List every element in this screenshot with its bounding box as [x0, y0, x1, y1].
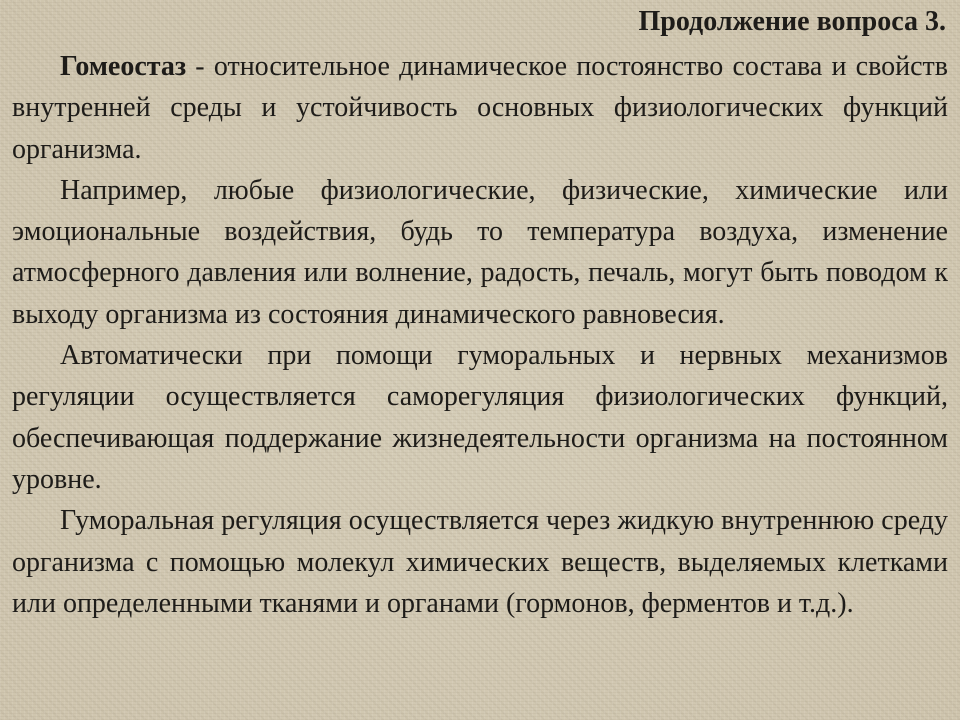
- paragraph-examples: Например, любые физиологические, физические, химические или эмоциональные воздействия, будь то температура воздуха, изменение атмосферного давления или волнение, радость, печаль, могут быть поводом к выходу организма из состояния динамического равновесия.: [12, 174, 948, 330]
- paragraph-homeostasis-definition: [12, 46, 948, 170]
- paragraph-humoral-regulation: Гуморальная регуляция осуществляется через жидкую внутреннюю среду организма с помощью молекул химических веществ, выделяемых клетками или определенными тканями и органами (гормонов, ферментов и т.д.).: [12, 505, 948, 619]
- slide-title: Продолжение вопроса 3.: [638, 6, 946, 37]
- definition-text: - относительное динамическое постоянство состава и свойств внутренней среды и устойчивость основных физиологических функций организма.: [12, 51, 948, 165]
- term-homeostasis: Гомеостаз: [60, 51, 187, 82]
- slide-body: [12, 46, 948, 624]
- paragraph-self-regulation: Автоматически при помощи гуморальных и нервных механизмов регуляции осуществляется саморегуляция физиологических функций, обеспечивающая поддержание жизнедеятельности организма на постоянном уровне.: [12, 340, 948, 495]
